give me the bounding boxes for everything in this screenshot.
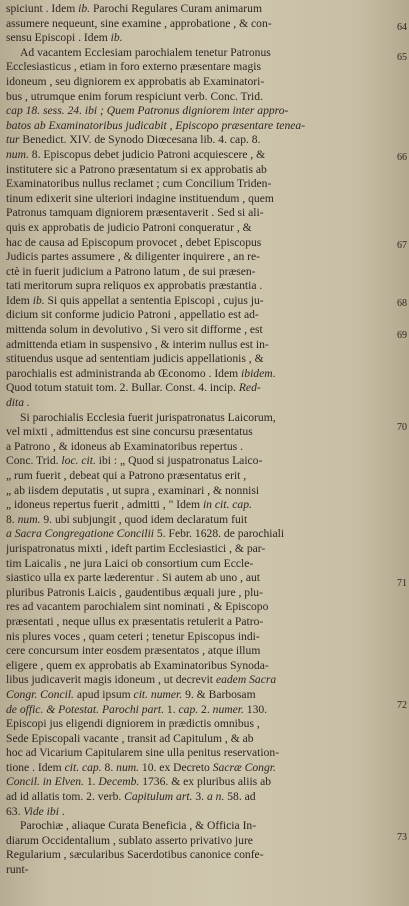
- text-span: tim Laicalis , ne jura Laici ob consortium cum Eccle-: [6, 556, 254, 570]
- text-span: parochialis est administranda ab Œconomo . Idem: [6, 366, 242, 380]
- text-span: Si parochialis Ecclesia fuerit jurispatronatus Laicorum,: [20, 410, 276, 424]
- text-span: Judicis partes assumere , & diligenter inquirere , an re-: [6, 250, 261, 264]
- text-line: [6, 367, 390, 382]
- text-span: „ idoneus repertus fuerit , admitti , " Idem: [6, 498, 203, 512]
- italic-span: eadem Sacra: [215, 673, 277, 687]
- italic-span: Congr. Concil.: [6, 687, 74, 701]
- text-line: [6, 571, 390, 586]
- italic-span: in cit. cap.: [202, 498, 252, 512]
- text-span: 9. & Barbosam: [182, 687, 256, 701]
- margin-number: 69: [397, 330, 407, 341]
- text-line: [6, 600, 390, 615]
- italic-span: cit. numer.: [133, 687, 183, 701]
- italic-span: cap.: [178, 702, 199, 716]
- text-span: ad id allatis tom. 2. verb.: [6, 790, 125, 804]
- text-span: diarum Occidentalium , sublato asserto privativo jure: [6, 833, 253, 847]
- text-span: jurispatronatus mixti , ideft partim Ecclesiastici , & par-: [6, 541, 266, 555]
- text-line: [6, 177, 390, 192]
- text-line: [6, 119, 390, 134]
- text-span: .: [58, 804, 65, 818]
- text-line: [6, 133, 390, 148]
- text-span: nis plures voces , quam ceteri ; tenetur Episcopus indi-: [6, 629, 260, 643]
- text-span: res ad vacantem parochialem sint nominati , & Episcopo: [6, 600, 269, 614]
- text-line: [6, 104, 390, 119]
- text-line: [6, 425, 390, 440]
- text-span: 1736. & ex pluribus aliis ab: [139, 775, 272, 789]
- text-line: [6, 498, 390, 513]
- italic-span: num.: [17, 512, 41, 526]
- text-span: 2.: [198, 702, 213, 716]
- text-span: hoc ad Vicarium Capitularem sine ulla penitus reservation-: [6, 746, 280, 760]
- italic-span: num.: [6, 147, 29, 161]
- text-span: vel mixti , admittendus est sine concursu præsentatus: [6, 425, 253, 439]
- text-line: [6, 805, 390, 820]
- text-span: Episcopi jus eligendi digniorem in prædictis omnibus ,: [6, 717, 260, 731]
- margin-number: 73: [397, 832, 407, 843]
- margin-numbers: [389, 0, 407, 906]
- italic-span: cap 18. sess. 24. ibi ; Quem Patronus digniorem inter appro-: [6, 104, 289, 118]
- text-span: tinum edixerit sine ulteriori indagine instituendum , quem: [6, 191, 274, 205]
- text-line: [6, 46, 390, 61]
- text-line: [6, 469, 390, 484]
- text-line: [6, 527, 390, 542]
- italic-span: Decemb.: [98, 775, 140, 789]
- italic-span: Red-: [238, 381, 261, 395]
- text-line: [6, 746, 390, 761]
- text-span: cere concursum inter eosdem præsentatos , atque illum: [6, 644, 261, 658]
- text-line: [6, 644, 390, 659]
- text-span: 1.: [83, 775, 99, 789]
- text-line: [6, 484, 390, 499]
- margin-number: 64: [397, 22, 407, 33]
- text-span: ctè in fuerit judicium a Patrono latum , de sui præsen-: [6, 264, 256, 278]
- margin-number: 67: [397, 240, 407, 251]
- text-span: dicium sit conforme judicio Patroni , appellatio est ad-: [6, 308, 259, 322]
- text-span: Ecclesiasticus , etiam in foro externo præsentare magis: [6, 60, 261, 74]
- text-line: [6, 819, 390, 834]
- text-span: 9. ubi subjungit , quod idem declaratum fuit: [40, 512, 248, 526]
- text-line: [6, 411, 390, 426]
- text-span: Benedict. XIV. de Synodo Diœcesana lib. 4. cap. 8.: [19, 133, 261, 147]
- text-line: [6, 630, 390, 645]
- text-line: [6, 90, 390, 105]
- text-span: sensu Episcopi . Idem: [6, 31, 111, 45]
- text-line: [6, 265, 390, 280]
- text-span: siastico ulla ex parte læderentur . Si autem ab uno , aut: [6, 571, 261, 585]
- text-span: hac de causa ad Episcopum provocet , debet Episcopus: [6, 235, 262, 249]
- text-line: [6, 790, 390, 805]
- text-span: 63.: [6, 804, 24, 818]
- text-line: [6, 557, 390, 572]
- text-line: [6, 163, 390, 178]
- text-line: [6, 381, 390, 396]
- text-span: Examinatoribus nullus reclamet ; cum Concilium Triden-: [6, 177, 272, 191]
- text-span: quis ex approbatis de judicio Patroni conqueratur , &: [6, 220, 252, 234]
- text-span: Quod totum statuit tom. 2. Bullar. Const. 4. incip.: [6, 381, 239, 395]
- italic-span: Sacræ Congr.: [212, 760, 276, 774]
- text-span: „ rum fuerit , debeat qui a Patrono præsentatus erit ,: [6, 469, 247, 482]
- text-span: Ad vacantem Ecclesiam parochialem tenetur Patronus: [20, 45, 271, 59]
- text-span: 8.: [101, 760, 117, 774]
- text-span: tati meritorum supra reliquos ex approbatis præstantia .: [6, 279, 263, 293]
- text-line: [6, 323, 390, 338]
- text-line: [6, 250, 390, 265]
- text-line: [6, 2, 390, 17]
- text-line: [6, 221, 390, 236]
- text-span: runt-: [6, 863, 29, 877]
- text-line: [6, 352, 390, 367]
- text-line: [6, 761, 390, 776]
- text-span: a Patrono , & idoneus ab Examinatoribus repertus .: [6, 439, 243, 453]
- text-line: [6, 615, 390, 630]
- text-span: 10. ex Decreto: [139, 760, 213, 774]
- text-line: [6, 848, 390, 863]
- text-span: 8.: [6, 512, 18, 526]
- italic-span: numer.: [212, 702, 244, 716]
- italic-span: tur: [6, 133, 20, 147]
- text-span: bus , utrumque enim forum respiciunt verb. Conc. Trid.: [6, 89, 263, 103]
- text-line: [6, 703, 390, 718]
- text-line: [6, 834, 390, 849]
- italic-span: cit. cap.: [64, 760, 102, 774]
- italic-span: dita .: [6, 396, 30, 410]
- margin-number: 65: [397, 52, 407, 63]
- text-line: [6, 688, 390, 703]
- text-span: admittenda etiam in suspensivo , & interim nullus est in-: [6, 337, 269, 351]
- text-span: 8. Episcopus debet judicio Patroni acquiescere , &: [28, 147, 266, 161]
- italic-span: num.: [116, 760, 140, 774]
- text-span: stituendus usque ad sententiam judicis appellationis , &: [6, 352, 264, 366]
- text-line: [6, 732, 390, 747]
- margin-number: 68: [397, 298, 407, 309]
- text-span: ibi : „ Quod si juspatronatus Laico-: [95, 454, 263, 468]
- text-line: [6, 279, 390, 294]
- text-span: .: [272, 366, 276, 380]
- text-span: assumere nequeunt, sine examine , approbatione , & con-: [6, 16, 272, 30]
- text-line: [6, 659, 390, 674]
- text-line: [6, 440, 390, 455]
- text-line: [6, 308, 390, 323]
- text-span: Idem: [6, 293, 33, 307]
- italic-span: ib.: [110, 31, 123, 45]
- text-line: [6, 775, 390, 790]
- text-span: Parochiæ , aliaque Curata Beneficia , & Officia In-: [20, 819, 257, 833]
- text-span: 5. Febr. 1628. de parochiali: [154, 527, 285, 541]
- text-span: 130.: [243, 702, 268, 716]
- text-line: [6, 396, 390, 411]
- text-line: [6, 454, 390, 469]
- margin-number: 66: [397, 152, 407, 163]
- text-line: [6, 542, 390, 557]
- margin-number: 70: [397, 422, 407, 433]
- text-span: Patronus tamquam digniorem præsentaverit . Sed si ali-: [6, 206, 264, 220]
- text-line: [6, 338, 390, 353]
- text-line: [6, 513, 390, 528]
- text-span: institutere sic a Patrono præsentatum si ex approbatis ab: [6, 162, 267, 176]
- italic-span: a n.: [206, 790, 225, 804]
- text-span: mittenda solum in devolutivo , Si vero sit difforme , est: [6, 323, 263, 337]
- text-span: apud ipsum: [73, 687, 134, 701]
- italic-span: loc. cit.: [61, 454, 96, 468]
- italic-span: ib.: [78, 2, 91, 15]
- text-span: tione . Idem: [6, 760, 65, 774]
- text-span: idoneum , seu digniorem ex approbatis ab Examinatori-: [6, 74, 265, 88]
- text-span: Regularium , sæcularibus Sacerdotibus canonice confe-: [6, 848, 264, 862]
- text-line: [6, 294, 390, 309]
- text-line: [6, 673, 390, 688]
- text-span: eligere , quem ex approbatis ab Examinatoribus Synoda-: [6, 658, 269, 672]
- text-span: pluribus Patronis Laicis , gaudentibus æquali jure , plu-: [6, 585, 263, 599]
- text-line: [6, 192, 390, 207]
- italic-span: ibidem: [241, 366, 273, 380]
- text-span: 1.: [164, 702, 179, 716]
- text-line: [6, 60, 390, 75]
- text-span: præsentati , neque ullus ex præsentatis retulerit a Patro-: [6, 614, 264, 628]
- text-span: 3.: [192, 790, 207, 804]
- text-span: Sede Episcopali vacante , transit ad Capitulum , & ab: [6, 731, 254, 745]
- text-span: Conc. Trid.: [6, 454, 62, 468]
- text-span: Si quis appellat a sententia Episcopi , cujus ju-: [44, 293, 264, 307]
- text-line: [6, 717, 390, 732]
- text-line: [6, 586, 390, 601]
- margin-number: 71: [397, 578, 407, 589]
- margin-number: 72: [397, 700, 407, 711]
- text-span: „ ab iisdem deputatis , ut supra , examinari , & nonnisi: [6, 483, 260, 497]
- page-text: [6, 2, 390, 878]
- text-line: [6, 17, 390, 32]
- italic-span: ib.: [32, 293, 45, 307]
- text-span: Parochi Regulares Curam animarum: [90, 2, 262, 15]
- text-span: 58. ad: [224, 790, 256, 804]
- italic-span: Vide ibi: [23, 804, 59, 818]
- italic-span: batos ab Examinatoribus judicabit , Episcopo præsentare tenea-: [6, 118, 306, 132]
- text-line: [6, 863, 390, 878]
- text-line: [6, 31, 390, 46]
- text-line: [6, 236, 390, 251]
- italic-span: Concil. in Elven.: [6, 775, 84, 789]
- text-span: libus judicaverit magis idoneum , ut decrevit: [6, 673, 216, 687]
- italic-span: a Sacra Congregatione Concilii: [6, 527, 155, 541]
- text-span: spiciunt . Idem: [6, 2, 79, 15]
- text-line: [6, 75, 390, 90]
- italic-span: Capitulum art.: [124, 790, 193, 804]
- italic-span: de offic. & Potestat. Parochi part.: [6, 702, 164, 716]
- text-line: [6, 206, 390, 221]
- text-line: [6, 148, 390, 163]
